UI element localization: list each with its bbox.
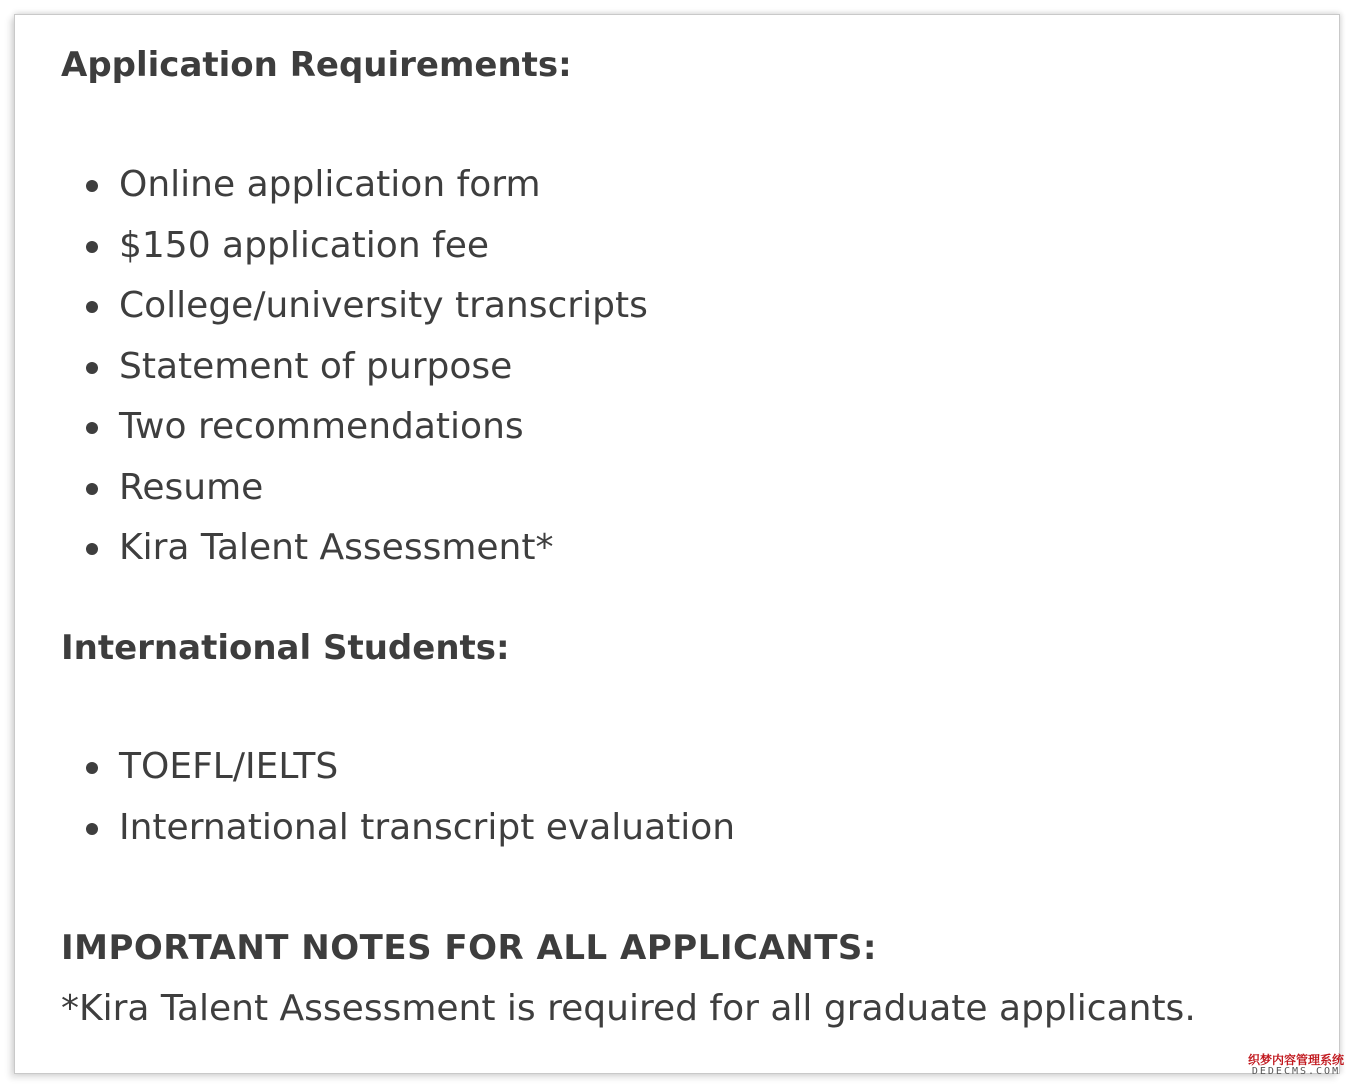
list-item <box>15 216 648 277</box>
list-item <box>15 155 648 216</box>
list-item-text: Resume <box>119 466 264 508</box>
watermark-line-1: 织梦内容管理系统 <box>1247 1053 1344 1067</box>
list-item <box>15 798 735 859</box>
bullet-icon <box>86 483 98 495</box>
list-item-text: Statement of purpose <box>119 345 513 387</box>
list-item-text: College/university transcripts <box>119 285 648 326</box>
list-item-text: TOEFL/IELTS <box>119 746 339 787</box>
important-notes-text: *Kira Talent Assessment is required for all graduate applicants. <box>61 988 1196 1029</box>
bullet-icon <box>86 543 98 555</box>
application-requirements-heading: Application Requirements: <box>61 45 572 85</box>
list-item <box>15 337 648 398</box>
international-students-list <box>15 737 735 858</box>
bullet-icon <box>86 180 98 192</box>
bullet-icon <box>86 422 98 434</box>
watermark-logo <box>1248 1054 1344 1078</box>
application-requirements-list <box>15 155 648 579</box>
list-item-text: Two recommendations <box>119 406 524 447</box>
international-students-heading: International Students: <box>61 628 510 668</box>
list-item <box>15 276 648 337</box>
important-notes-heading: IMPORTANT NOTES FOR ALL APPLICANTS: <box>61 928 878 968</box>
bullet-icon <box>86 762 98 774</box>
bullet-icon <box>86 301 98 313</box>
list-item-text: $150 application fee <box>119 224 490 266</box>
bullet-icon <box>86 241 98 253</box>
list-item <box>15 518 648 579</box>
list-item <box>15 458 648 519</box>
list-item-text: Online application form <box>119 164 541 205</box>
list-item-text: Kira Talent Assessment* <box>119 527 554 568</box>
requirements-card <box>14 14 1340 1074</box>
bullet-icon <box>86 362 98 374</box>
list-item <box>15 397 648 458</box>
bullet-icon <box>86 823 98 835</box>
watermark-line-2: DEDECMS.COM <box>1251 1066 1341 1077</box>
list-item <box>15 737 735 798</box>
list-item-text: International transcript evaluation <box>119 806 736 848</box>
